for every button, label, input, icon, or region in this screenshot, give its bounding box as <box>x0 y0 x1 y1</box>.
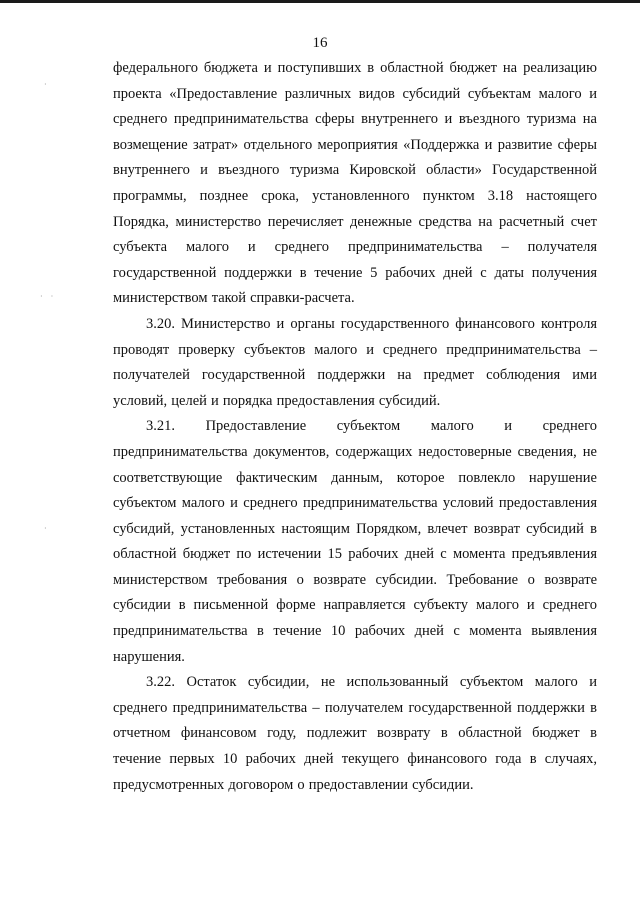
text-line: условий, целей и порядка предоставления субсидий. <box>113 392 441 409</box>
text-line: предпринимательства документов, содержащих недостоверные сведения, не <box>113 443 597 460</box>
text-line: субсидии в письменной форме направляется субъекту малого и среднего <box>113 597 597 614</box>
paragraph-3-22 <box>113 670 597 798</box>
text-line: соответствующие фактическим данным, которое повлекло нарушение <box>113 469 597 486</box>
text-line: среднего предпринимательства – получателем государственной поддержки в <box>113 699 597 716</box>
text-line: предпринимательства в течение 10 рабочих дней с момента выявления <box>113 623 597 640</box>
text-line: течение первых 10 рабочих дней текущего финансового года в случаях, <box>113 751 597 768</box>
margin-mark: · · <box>40 292 57 301</box>
text-line: возмещение затрат» отдельного мероприятия «Поддержка и развитие сферы <box>113 136 597 153</box>
text-line: предусмотренных договором о предоставлении субсидии. <box>113 776 474 793</box>
text-line: министерством требования о возврате субсидии. Требование о возврате <box>113 571 597 588</box>
text-line: 3.22. Остаток субсидии, не использованный субъектом малого и <box>146 674 597 691</box>
text-line: среднего предпринимательства сферы внутреннего и въездного туризма на <box>113 111 597 128</box>
text-line: министерством такой справки-расчета. <box>113 290 355 307</box>
text-line: получателей государственной поддержки на предмет соблюдения ими <box>113 367 597 384</box>
text-line: программы, позднее срока, установленного пунктом 3.18 настоящего <box>113 187 597 204</box>
text-line: субсидий, установленных настоящим Порядком, влечет возврат субсидий в <box>113 520 597 537</box>
text-line: субъектом малого и среднего предпринимательства условий предоставления <box>113 495 597 512</box>
margin-mark: · <box>44 524 50 533</box>
page-number: 16 <box>312 35 328 51</box>
paragraph-continued <box>113 56 597 312</box>
text-line: Порядка, министерство перечисляет денежные средства на расчетный счет <box>113 213 597 230</box>
text-line: областной бюджет по истечении 15 рабочих дней с момента предъявления <box>113 546 597 563</box>
paragraph-3-21 <box>113 414 597 670</box>
text-line: отчетном финансовом году, подлежит возврату в областной бюджет в <box>113 725 597 742</box>
text-line: 3.21. Предоставление субъектом малого и среднего <box>146 418 597 435</box>
text-line: 3.20. Министерство и органы государственного финансового контроля <box>146 315 597 332</box>
document-body <box>113 56 597 798</box>
text-line: внутреннего и въездного туризма Кировской области» Государственной <box>113 162 597 179</box>
paragraph-3-20 <box>113 312 597 414</box>
text-line: субъекта малого и среднего предпринимательства – получателя <box>113 239 597 256</box>
text-line: проекта «Предоставление различных видов субсидий субъектам малого и <box>113 85 597 102</box>
text-line: федерального бюджета и поступивших в областной бюджет на реализацию <box>113 60 597 76</box>
text-line: проводят проверку субъектов малого и среднего предпринимательства – <box>113 341 597 358</box>
top-rule <box>0 0 640 3</box>
text-line: государственной поддержки в течение 5 рабочих дней с даты получения <box>113 264 597 281</box>
text-line: нарушения. <box>113 648 185 665</box>
margin-mark: · <box>44 80 50 89</box>
